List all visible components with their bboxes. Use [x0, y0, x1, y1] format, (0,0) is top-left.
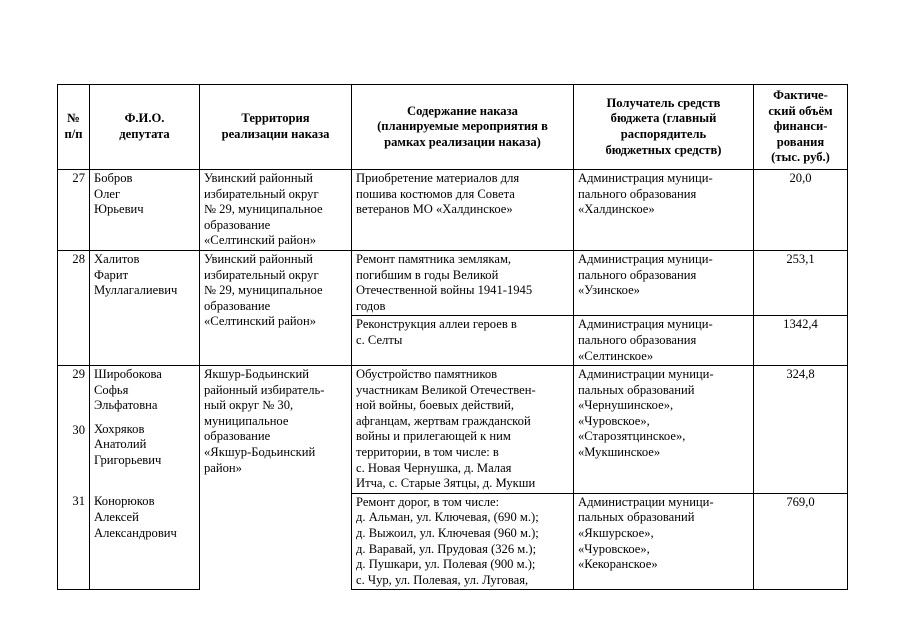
content-cell: Ремонт дорог, в том числе: д. Альман, ул. Ключевая, (690 м.); д. Выжоил, ул. Ключевая (960 м.); д. Варавай, ул. Прудовая (326 м.); д. Пушкари, ул. Полевая (900 м.); с. Чур, ул. Полевая, ул. Луговая,: [352, 493, 574, 590]
content-cell: Приобретение материалов для пошива костюмов для Совета ветеранов МО «Халдинское»: [352, 169, 574, 250]
deputy-name-group: [90, 366, 200, 494]
row-num: 28: [58, 250, 90, 365]
territory-cell: Якшур-Бодьинский районный избиратель- ный округ № 30, муниципальное образование «Якшур-Бодьинский район»: [200, 366, 352, 590]
deputy-name: Бобров Олег Юрьевич: [90, 169, 200, 250]
territory-cell: Увинский районный избирательный округ № 29, муниципальное образование «Селтинский район»: [200, 169, 352, 250]
row-num: 30: [72, 422, 85, 437]
deputy-name: Хохряков Анатолий Григорьевич: [94, 421, 162, 468]
row-num: 29: [72, 367, 85, 382]
recipient-cell: Администрация муници- пального образования «Селтинское»: [574, 316, 754, 366]
amount-cell: 769,0: [754, 493, 848, 590]
amount-cell: 324,8: [754, 366, 848, 494]
table-header-row: [58, 85, 848, 170]
recipient-cell: Администрации муници- пальных образований «Якшурское», «Чуровское», «Кекоранское»: [574, 493, 754, 590]
header-territory: Территория реализации наказа: [200, 85, 352, 170]
deputies-mandates-table: [57, 84, 848, 590]
row-num: 27: [58, 169, 90, 250]
row-num: 31: [58, 493, 90, 590]
content-cell: Реконструкция аллеи героев в с. Селты: [352, 316, 574, 366]
table-row: [58, 169, 848, 250]
recipient-cell: Администрации муници- пальных образований «Чернушинское», «Чуровское», «Старозятцинское», «Мукшинское»: [574, 366, 754, 494]
recipient-cell: Администрация муници- пального образования «Узинское»: [574, 250, 754, 315]
content-cell: Обустройство памятников участникам Великой Отечествен- ной войны, боевых действий, афганцам, жертвам гражданской войны и прилегающей к ним территории, в том числе: в с. Новая Чернушка, д. Малая Итча, с. Старые Зятцы, д. Мукши: [352, 366, 574, 494]
territory-cell: Увинский районный избирательный округ № 29, муниципальное образование «Селтинский район»: [200, 250, 352, 365]
amount-cell: 253,1: [754, 250, 848, 315]
amount-cell: 1342,4: [754, 316, 848, 366]
deputy-name: Халитов Фарит Муллагалиевич: [90, 250, 200, 365]
content-cell: Ремонт памятника землякам, погибшим в годы Великой Отечественной войны 1941-1945 годов: [352, 250, 574, 315]
header-content: Содержание наказа (планируемые мероприятия в рамках реализации наказа): [352, 85, 574, 170]
amount-cell: 20,0: [754, 169, 848, 250]
row-num-group: [58, 366, 90, 494]
table-row: [58, 366, 848, 494]
header-amount: Фактиче- ский объём финанси- рования (тыс. руб.): [754, 85, 848, 170]
header-num: № п/п: [58, 85, 90, 170]
recipient-cell: Администрация муници- пального образования «Халдинское»: [574, 169, 754, 250]
deputy-name: Конорюков Алексей Александрович: [90, 493, 200, 590]
deputy-name: Широбокова Софья Эльфатовна: [94, 367, 162, 413]
table-row: [58, 493, 848, 590]
header-name: Ф.И.О. депутата: [90, 85, 200, 170]
header-recipient: Получатель средств бюджета (главный распорядитель бюджетных средств): [574, 85, 754, 170]
table-row: [58, 250, 848, 315]
